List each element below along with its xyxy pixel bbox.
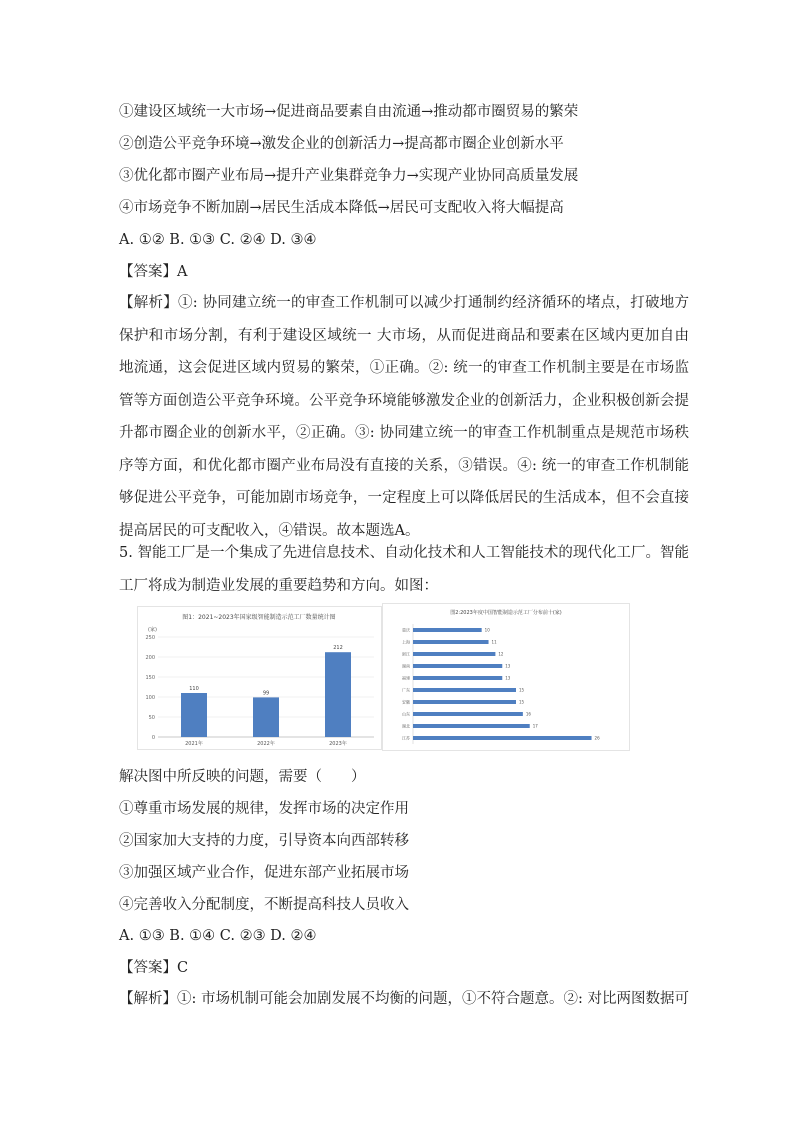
chart2-data-label: 11 — [491, 639, 497, 645]
chart2-category-label: 山东 — [402, 711, 410, 717]
chart1-ylabel: (家) — [148, 627, 157, 633]
chart2-data-label: 13 — [505, 663, 511, 669]
chart1-title: 图1：2021~2023年国家级智能制造示范工厂数量统计图 — [182, 614, 336, 621]
chart2-title: 图2:2023年度中国智能制造示范工厂分布前十(家) — [450, 610, 562, 616]
q4-option-1: ①建设区域统一大市场→促进商品要素自由流通→推动都市圈贸易的繁荣 — [119, 104, 579, 120]
chart1-category-label: 2022年 — [257, 741, 275, 747]
figure-1-svg — [138, 607, 381, 749]
chart2-data-label: 15 — [519, 687, 525, 693]
q5-analysis: 【解析】①: 市场机制可能会加剧发展不均衡的问题，①不符合题意。②: 对比两图数据可 — [119, 991, 689, 1007]
chart1-data-label: 99 — [262, 690, 270, 697]
q5-option-1: ①尊重市场发展的规律，发挥市场的决定作用 — [119, 801, 409, 817]
chart1-ytick-label: 100 — [145, 694, 155, 701]
chart2-bar — [413, 664, 502, 668]
chart1-ytick-label: 200 — [145, 654, 155, 661]
q5-answer: 【答案】C — [119, 960, 189, 976]
chart1-category-label: 2023年 — [329, 741, 347, 747]
q4-answer: 【答案】A — [119, 264, 188, 280]
q5-choices: A. ①③ B. ①④ C. ②③ D. ②④ — [119, 928, 317, 944]
chart2-data-label: 15 — [519, 699, 525, 705]
chart2-category-label: 福建 — [402, 675, 410, 681]
chart2-category-label: 重庆 — [402, 627, 410, 633]
chart2-category-label: 浙江 — [402, 651, 410, 657]
chart2-category-label: 江苏 — [402, 735, 410, 741]
chart2-bar — [413, 652, 495, 656]
chart1-bar — [253, 697, 279, 737]
q5-option-4: ④完善收入分配制度，不断提高科技人员收入 — [119, 897, 409, 913]
q5-question: 解决图中所反映的问题，需要（ ） — [119, 769, 366, 785]
chart2-category-label: 湖北 — [402, 723, 410, 729]
q4-option-2: ②创造公平竞争环境→激发企业的创新活力→提高都市圈企业创新水平 — [119, 136, 564, 152]
chart2-data-label: 26 — [594, 735, 600, 741]
chart1-ytick-label: 50 — [148, 714, 155, 721]
chart1-ytick-label: 0 — [151, 734, 155, 741]
figure-2-bar-chart — [382, 603, 630, 751]
q4-option-4: ④市场竞争不断加剧→居民生活成本降低→居民可支配收入将大幅提高 — [119, 200, 564, 216]
chart2-data-label: 13 — [505, 675, 511, 681]
chart2-bar — [413, 700, 516, 704]
chart2-bar — [413, 712, 523, 716]
chart2-bar — [413, 628, 482, 632]
chart2-data-label: 12 — [498, 651, 504, 657]
chart1-data-label: 110 — [189, 686, 199, 692]
chart2-data-label: 17 — [532, 723, 538, 729]
q5-option-3: ③加强区域产业合作，促进东部产业拓展市场 — [119, 865, 409, 881]
q4-option-3: ③优化都市圈产业布局→提升产业集群竞争力→实现产业协同高质量发展 — [119, 168, 579, 184]
chart2-category-label: 广东 — [402, 687, 410, 693]
chart1-category-label: 2021年 — [185, 741, 203, 747]
chart2-bar — [413, 724, 530, 728]
chart2-bar — [413, 640, 489, 644]
figure-1-bar-chart — [137, 606, 382, 750]
chart1-bar — [325, 652, 351, 737]
q5-option-2: ②国家加大支持的力度，引导资本向西部转移 — [119, 833, 409, 849]
figure-2-svg — [383, 604, 629, 750]
chart1-ytick-label: 150 — [145, 674, 155, 681]
q4-choices: A. ①② B. ①③ C. ②④ D. ③④ — [119, 232, 317, 248]
chart2-bar — [413, 688, 516, 692]
chart1-data-label: 212 — [333, 645, 343, 652]
chart2-data-label: 10 — [484, 627, 490, 633]
q5-stem: 5. 智能工厂是一个集成了先进信息技术、自动化技术和人工智能技术的现代化工厂。智能工厂将成为制造业发展的重要趋势和方向。如图： — [119, 545, 689, 594]
q4-analysis: 【解析】①: 协同建立统一的审查工作机制可以减少打通制约经济循环的堵点，打破地方保护和市场分割，有利于建设区域统一 大市场，从而促进商品和要素在区域内更加自由地流通，这会促进区域内贸易的繁荣，①正确。②: 统一的审查工作机制主要是在市场监管等方面创造公平竞争环境。公平竞争环境能够激发企业的创新活力，企业积极创新会提升都市圈企业的创新水平，②正确。③: 协同建立统一的审查工作机制重点是规范市场秩序等方面，和优化都市圈产业布局没有直接的关系，③错误。④: 统一的审查工作机制能够促进公平竞争，可能加剧市场竞争，一定程度上可以降低居民的生活成本，但不会直接提高居民的可支配收入，④错误。故本题选A。 — [119, 295, 689, 539]
chart2-category-label: 安徽 — [402, 699, 410, 705]
chart2-bar — [413, 736, 592, 740]
chart2-bar — [413, 676, 502, 680]
chart2-category-label: 湖南 — [402, 663, 410, 669]
chart2-data-label: 16 — [525, 711, 531, 717]
chart2-category-label: 上海 — [402, 639, 410, 645]
chart1-bar — [181, 693, 207, 737]
chart1-ytick-label: 250 — [145, 634, 155, 641]
